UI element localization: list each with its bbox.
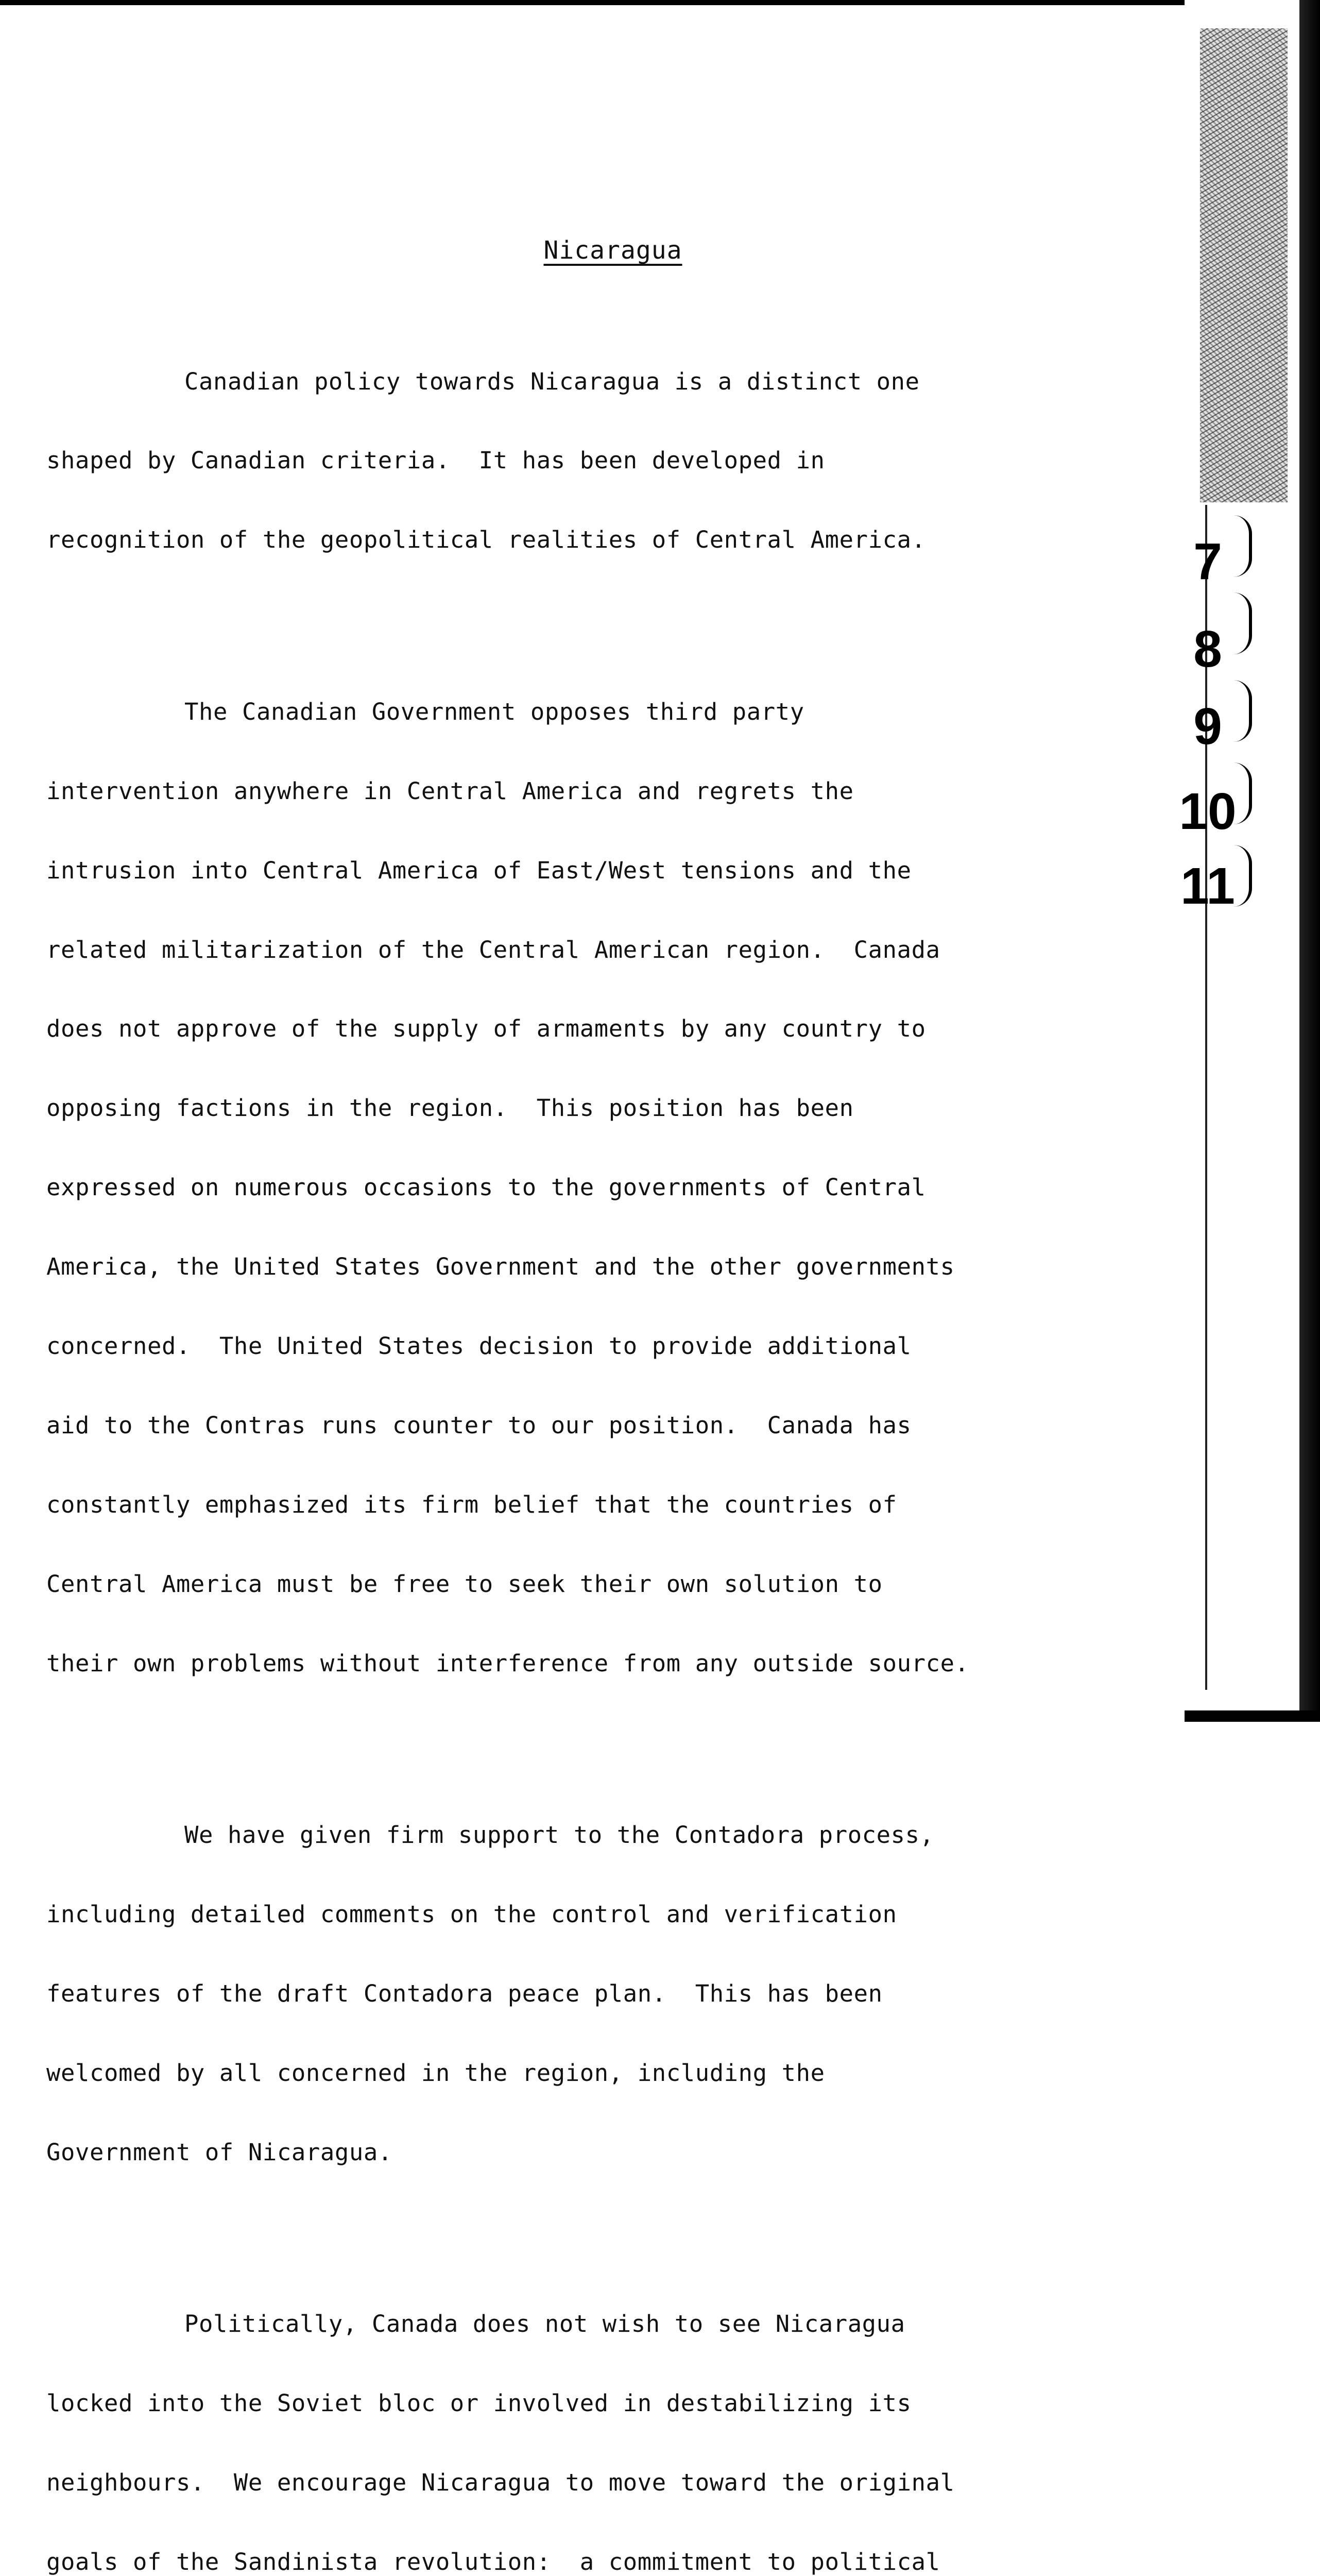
paragraph-4 [46,2258,1040,2576]
text-line: intrusion into Central America of East/West tensions and the [46,856,912,884]
text-line: including detailed comments on the control and verification [46,1900,897,1928]
text-line: Canadian policy towards Nicaragua is a distinct one [184,367,920,395]
page-edge-shadow [1299,0,1320,1722]
text-line: related militarization of the Central American region. Canada [46,936,940,963]
tab-9[interactable]: 9 [1193,698,1222,755]
tab-10[interactable]: 10 [1179,783,1237,840]
text-line: welcomed by all concerned in the region, including the [46,2059,825,2087]
text-line: locked into the Soviet bloc or involved in destabilizing its [46,2389,912,2417]
text-line: expressed on numerous occasions to the governments of Central [46,1174,926,1201]
text-line: Central America must be free to seek their own solution to [46,1570,883,1598]
tab-8[interactable]: 8 [1193,620,1222,678]
text-line: opposing factions in the region. This position has been [46,1094,854,1122]
text-line: neighbours. We encourage Nicaragua to move toward the original [46,2468,955,2496]
text-line: features of the draft Contadora peace plan. This has been [46,1979,883,2007]
tab-7[interactable]: 7 [1193,533,1222,590]
text-line: intervention anywhere in Central America and regrets the [46,777,854,805]
bottom-edge [1185,1710,1320,1722]
text-line: constantly emphasized its firm belief that the countries of [46,1490,897,1518]
paragraph-3 [46,1769,1040,2218]
text-line: America, the United States Government and the other governments [46,1253,955,1281]
text-line: shaped by Canadian criteria. It has been developed in [46,447,825,474]
text-line: recognition of the geopolitical realities of Central America. [46,526,926,554]
text-line: The Canadian Government opposes third party [184,698,804,725]
text-line: We have given firm support to the Contadora process, [184,1821,934,1849]
text-line: Government of Nicaragua. [46,2138,392,2166]
text-line: their own problems without interference from any outside source. [46,1649,969,1677]
page-title: Nicaragua [543,236,682,265]
top-border [0,0,1185,5]
text-line: concerned. The United States decision to provide additional [46,1332,912,1360]
document-body [46,315,1040,2576]
tab-texture [1200,28,1288,502]
tab-edge-line [1205,505,1207,1690]
paragraph-2 [46,646,1040,1729]
text-line: does not approve of the supply of armaments by any country to [46,1015,926,1043]
text-line: goals of the Sandinista revolution: a commitment to political [46,2548,940,2575]
text-line: aid to the Contras runs counter to our position. Canada has [46,1411,912,1439]
paragraph-1 [46,315,1040,606]
tab-11[interactable]: 11 [1180,857,1235,915]
text-line: Politically, Canada does not wish to see Nicaragua [184,2310,905,2338]
